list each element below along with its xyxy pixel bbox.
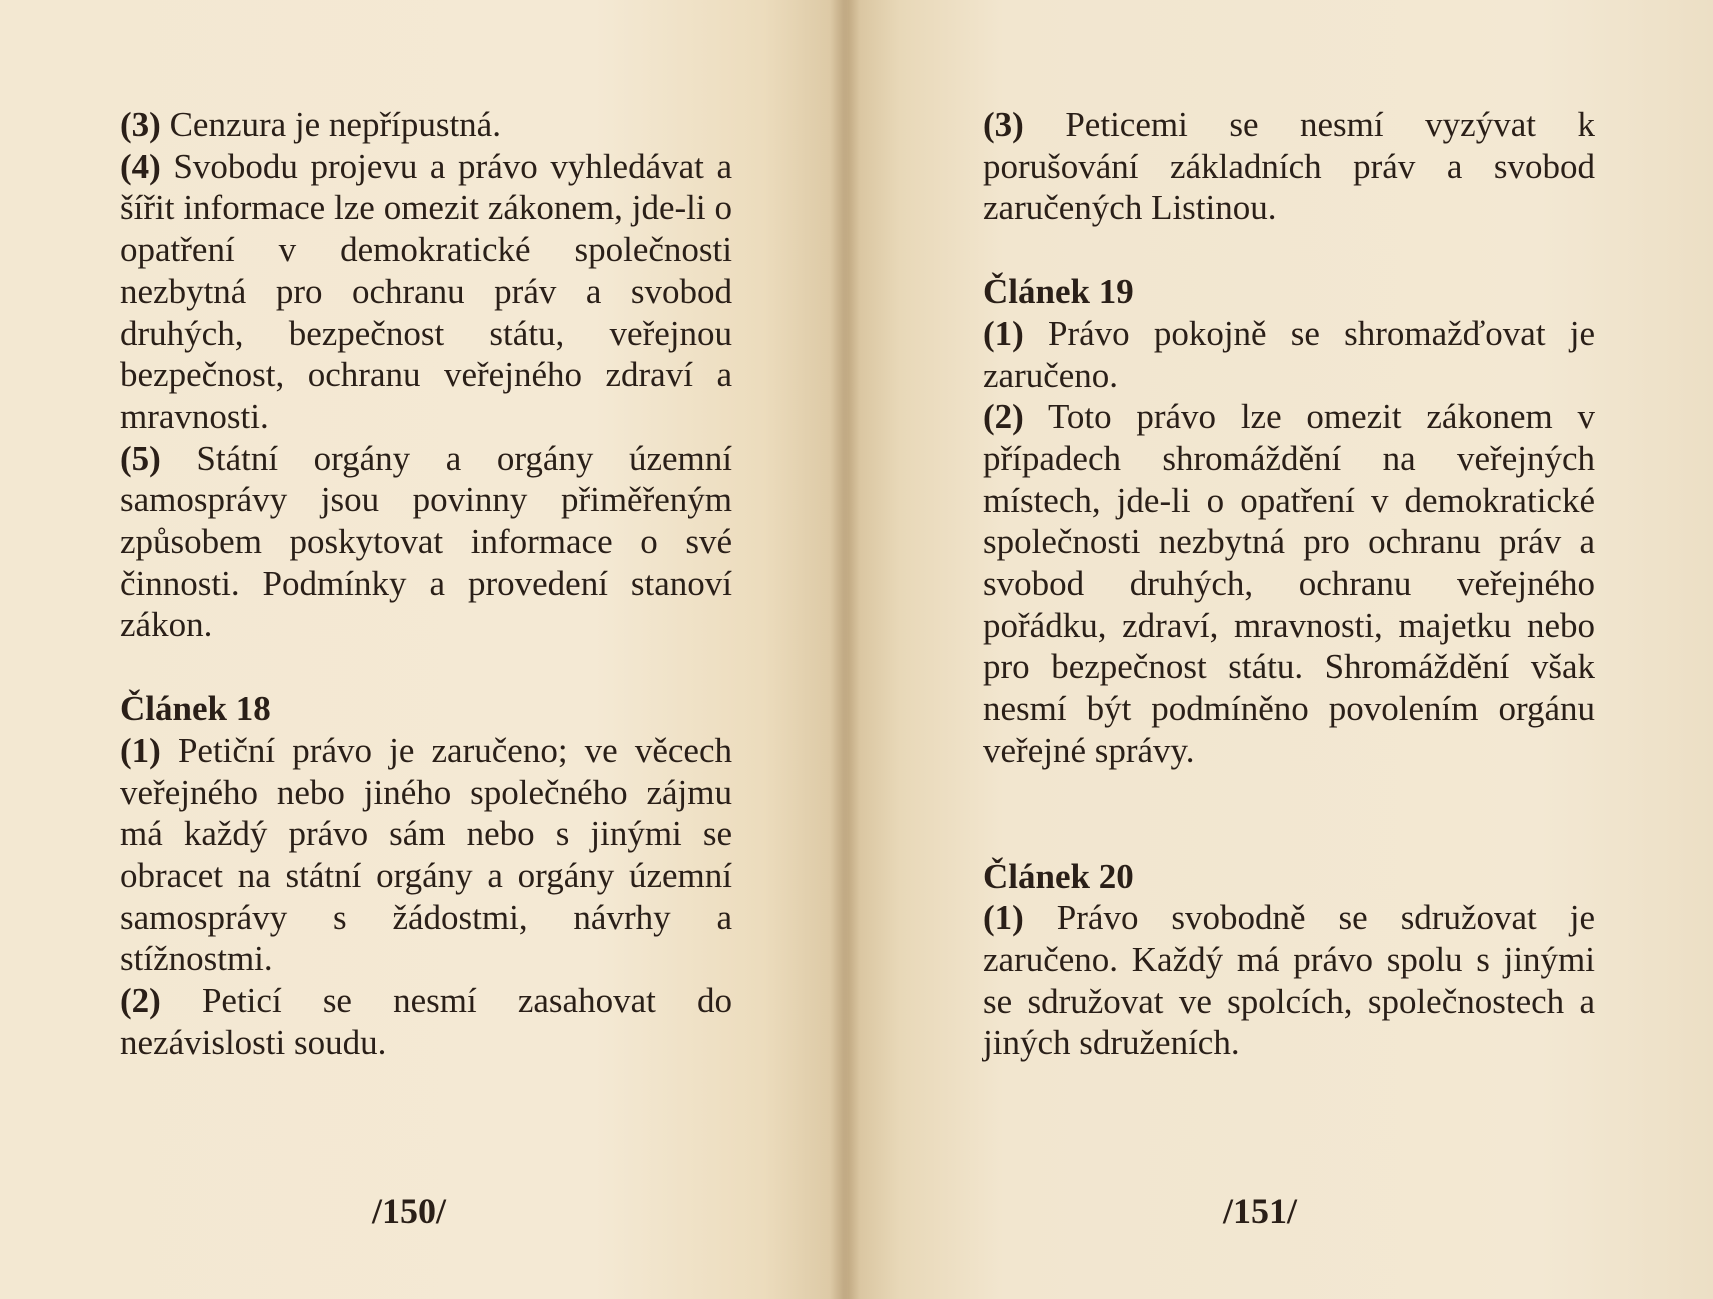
spacer — [983, 772, 1595, 856]
paragraph — [983, 897, 1595, 1064]
paragraph — [120, 438, 732, 647]
paragraph-text: Právo svobodně se sdružovat je zaručeno. Každý má právo spolu s jinými se sdružovat ve spolcích, společnostech a jiných sdruženích. — [983, 898, 1595, 1063]
paragraph-text: Petiční právo je zaručeno; ve věcech veřejného nebo jiného společného zájmu má každý právo sám nebo s jinými se obracet na státní orgány a orgány územní samosprávy s žádostmi, návrhy a stížnostmi. — [120, 730, 732, 979]
paragraph-text: Státní orgány a orgány územní samosprávy jsou povinny přiměřeným způsobem poskytovat informace o své činnosti. Podmínky a provedení stanoví zákon. — [120, 438, 732, 645]
paragraph-number: (2) — [120, 981, 161, 1021]
paragraph — [120, 146, 732, 438]
page-number: /150/ — [372, 1191, 447, 1231]
paragraph-text: Peticemi se nesmí vyzývat k porušování základních práv a svobod zaručených Listinou. — [983, 105, 1595, 228]
spacer — [983, 229, 1595, 271]
paragraph-number: (1) — [983, 313, 1024, 353]
paragraph — [983, 396, 1595, 771]
paragraph — [120, 980, 732, 1063]
page-number: /151/ — [1223, 1191, 1298, 1231]
paragraph-number: (5) — [120, 438, 161, 478]
right-page-text — [983, 104, 1595, 1064]
paragraph-number: (3) — [983, 105, 1024, 144]
paragraph-number: (1) — [120, 730, 161, 770]
paragraph-text: Toto právo lze omezit zákonem v případech shromáždění na veřejných místech, jde-li o opatření v demokratické společnosti nezbytná pro ochranu práv a svobod druhých, ochranu veřejného pořádku, zdraví, mravnosti, majetku nebo pro bezpečnost státu. Shromáždění však nesmí být podmíněno povolením orgánu veřejné správy. — [983, 397, 1595, 770]
paragraph — [983, 313, 1595, 396]
paragraph-number: (3) — [120, 105, 161, 144]
paragraph-text: Peticí se nesmí zasahovat do nezávislosti soudu. — [120, 981, 732, 1062]
article-heading: Článek 20 — [983, 856, 1134, 896]
article-heading: Článek 19 — [983, 272, 1134, 312]
paragraph — [120, 104, 732, 146]
paragraph — [120, 730, 732, 980]
paragraph-number: (4) — [120, 146, 161, 186]
article-heading: Článek 18 — [120, 689, 271, 729]
spacer — [120, 646, 732, 688]
paragraph-text: Právo pokojně se shromažďovat je zaručeno. — [983, 313, 1595, 395]
paragraph-text: Cenzura je nepřípustná. — [160, 105, 501, 144]
paragraph-number: (2) — [983, 397, 1024, 437]
left-page — [0, 0, 848, 1299]
paragraph — [983, 104, 1595, 229]
left-page-text — [120, 104, 732, 1063]
paragraph-number: (1) — [983, 898, 1024, 938]
paragraph-text: Svobodu projevu a právo vyhledávat a šířit informace lze omezit zákonem, jde-li o opatření v demokratické společnosti nezbytná pro ochranu práv a svobod druhých, bezpečnost státu, veřejnou bezpečnost, ochranu veřejného zdraví a mravnosti. — [120, 146, 732, 436]
right-page — [848, 0, 1713, 1299]
